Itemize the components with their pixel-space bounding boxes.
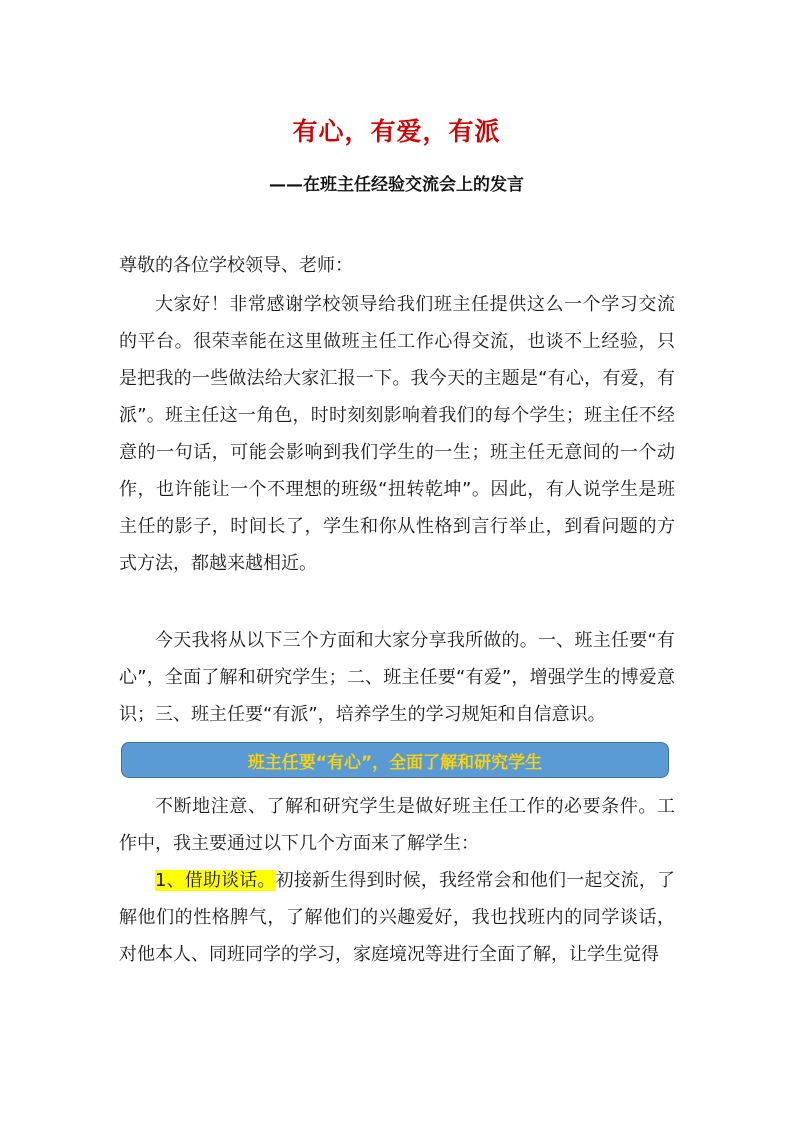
paragraph-text: 大家好！非常感谢学校领导给我们班主任提供这么一个学习交流的平台。很荣幸能在这里做班主任工作心得交流，也谈不上经验，只是把我的一些做法给大家汇报一下。我今天的主题是“有心，有爱，有派”。班主任这一角色，时时刻刻影响着我们的每个学生；班主任不经意的一句话，可能会影响到我们学生的一生；班主任无意间的一个动作，也许能让一个不理想的班级“扭转乾坤”。因此，有人说学生是班主任的影子，时间长了，学生和你从性格到言行举止，到看问题的方式方法，都越来越相近。: [119, 294, 675, 574]
salutation-text: 尊敬的各位学校领导、老师：: [119, 255, 353, 276]
outline-paragraph: [119, 622, 675, 733]
section-heading-text: 班主任要“有心”，全面了解和研究学生: [247, 752, 543, 773]
salutation: [119, 247, 675, 284]
point-1-text: 初接新生得到时候，我经常会和他们一起交流，了解他们的性格脾气，了解他们的兴趣爱好，我也找班内的同学谈话，对他本人、同班同学的学习，家庭境况等进行全面了解，让学生觉得: [119, 870, 676, 965]
document-subtitle: ——在班主任经验交流会上的发言: [269, 175, 524, 195]
paragraph-text: [119, 862, 675, 973]
intro-paragraph: [119, 286, 675, 582]
point-1-label: 1、借助谈话。: [155, 870, 276, 891]
paragraph-text: 不断地注意、了解和研究学生是做好班主任工作的必要条件。工作中，我主要通过以下几个方面来了解学生：: [119, 796, 675, 854]
section-intro-paragraph: [119, 788, 675, 862]
document-title: 有心，有爱，有派: [292, 117, 501, 146]
paragraph-text: 今天我将从以下三个方面和大家分享我所做的。一、班主任要“有心”，全面了解和研究学生；二、班主任要“有爱”，增强学生的博爱意识；三、班主任要“有派”，培养学生的学习规矩和自信意识。: [119, 630, 675, 725]
section-heading-banner: [121, 742, 669, 778]
point-1-paragraph: [119, 862, 675, 973]
